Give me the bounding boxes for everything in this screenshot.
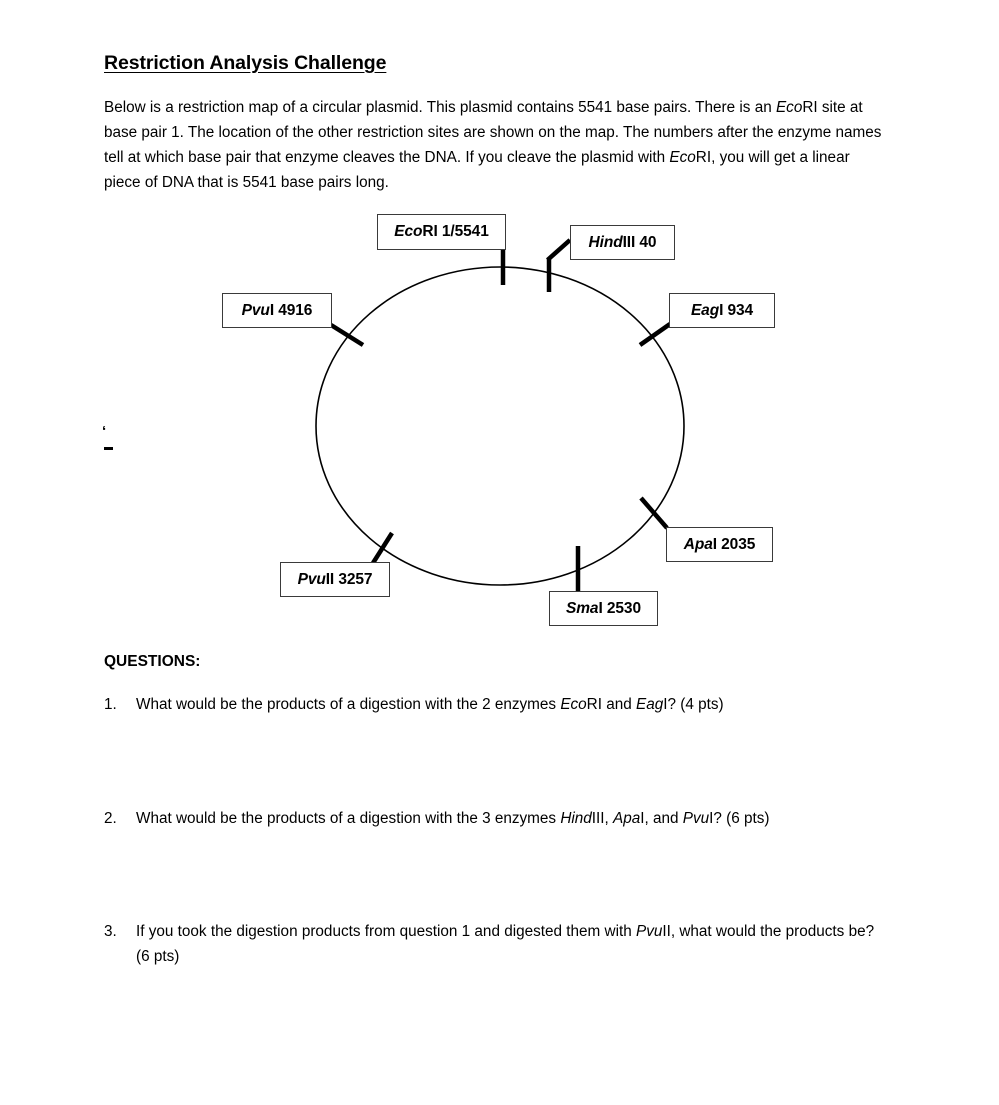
tick-pvuii [373,533,392,563]
question-text-2: What would be the products of a digestion with the 3 enzymes HindIII, ApaI, and PvuI? (6 pts) [136,810,770,827]
plasmid-circle [316,267,684,585]
site-label-pvuii[interactable]: Pvu II 3257 [280,562,390,597]
questions-heading: QUESTIONS: [104,653,201,670]
tick-pvui [331,325,363,345]
question-number-1: 1. [104,696,117,713]
question-number-2: 2. [104,810,117,827]
site-label-smai[interactable]: Sma I 2530 [549,591,658,626]
leader-hindiii [548,240,571,260]
question-item-3 [104,919,886,969]
site-label-pvui[interactable]: Pvu I 4916 [222,293,332,328]
site-label-hindiii[interactable]: Hind III 40 [570,225,675,260]
site-label-apai[interactable]: Apa I 2035 [666,527,773,562]
margin-quote-artifact: ‘ [102,423,107,440]
question-text-3: If you took the digestion products from question 1 and digested them with PvuII, what would the products be? (6 pts) [136,923,875,965]
site-label-eagi[interactable]: Eag I 934 [669,293,775,328]
page-title: Restriction Analysis Challenge [104,52,387,74]
question-number-3: 3. [104,923,117,940]
site-label-ecori[interactable]: Eco RI 1/5541 [377,214,506,250]
question-item-1 [104,692,886,717]
question-text-1: What would be the products of a digestion with the 2 enzymes EcoRI and EagI? (4 pts) [136,696,724,713]
question-item-2 [104,806,886,831]
intro-paragraph: Below is a restriction map of a circular plasmid. This plasmid contains 5541 base pairs. There is an EcoRI site at base pair 1. The location of the other restriction sites are shown on the map. The numbers after the enzyme names tell at which base pair that enzyme cleaves the DNA. If you cleave the plasmid with EcoRI, you will get a linear piece of DNA that is 5541 base pairs long. [104,99,882,191]
